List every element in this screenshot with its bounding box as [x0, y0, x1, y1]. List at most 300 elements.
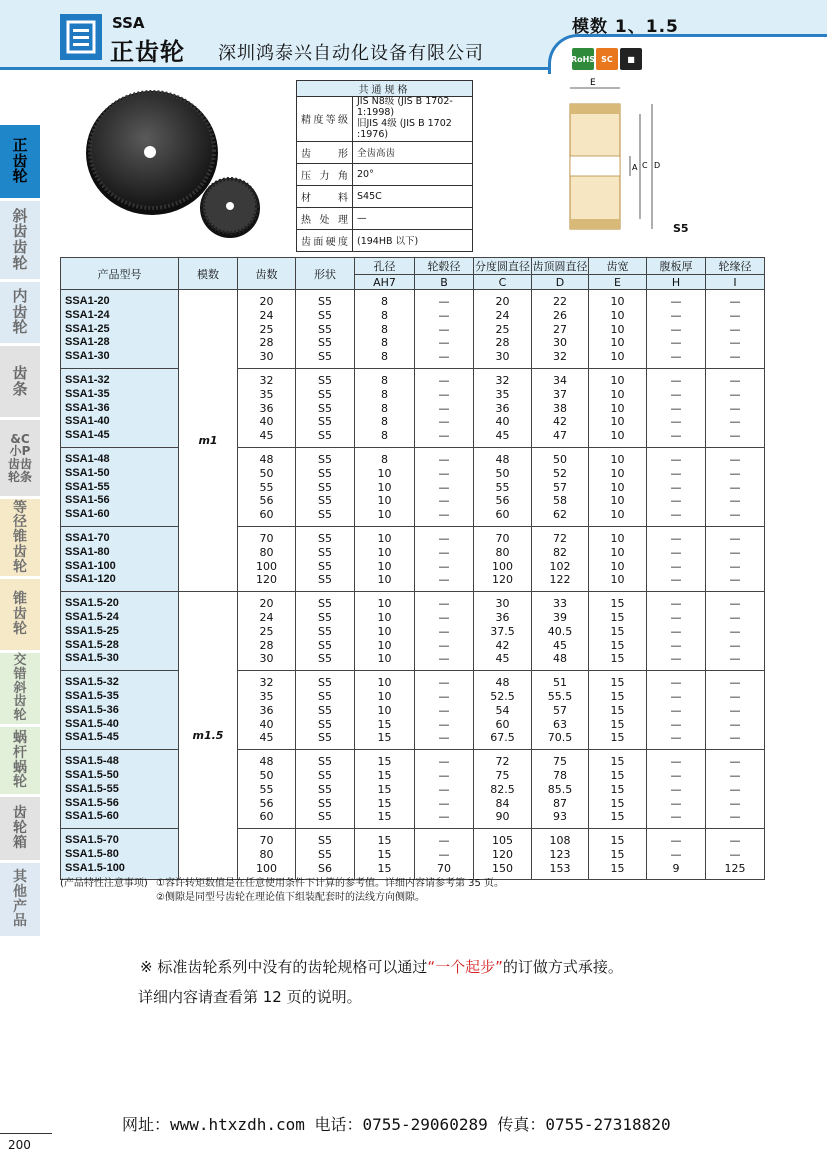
table-cell-value: 15 — [377, 834, 392, 848]
spec-value: 20° — [353, 163, 473, 185]
sidebar-item-label: 杆 — [13, 744, 27, 761]
table-cell-value: 15 — [610, 717, 625, 731]
sidebar-item-6[interactable] — [0, 579, 40, 653]
notes-label: (产品特性注意事项) — [60, 878, 148, 889]
table-cell — [355, 447, 415, 526]
spec-value-line: JIS N8级 (JIS B 1702-1:1998) — [357, 96, 453, 118]
table-cell-value: 45 — [495, 429, 510, 443]
col-bore-sub: AH7 — [355, 275, 415, 290]
sidebar-item-label: 轮条 — [7, 469, 32, 484]
table-cell-value: SSA1.5-45 — [65, 731, 119, 744]
table-cell-value: 25 — [259, 624, 274, 638]
table-cell-value: S5 — [318, 480, 332, 494]
table-cell-value: SSA1-60 — [65, 508, 110, 521]
table-cell — [532, 368, 589, 447]
table-cell — [706, 290, 765, 369]
table-cell-value: 8 — [381, 387, 388, 401]
stock-badge-icon: ■ — [620, 48, 642, 70]
table-row-group — [61, 526, 765, 591]
table-cell — [415, 750, 474, 829]
module-label: 模数 1、1.5 — [572, 17, 679, 37]
sidebar-item-label: 齿 — [12, 302, 28, 321]
table-cell-value: — — [729, 652, 741, 666]
table-cell-value: S5 — [318, 350, 332, 364]
table-cell — [355, 750, 415, 829]
table-cell — [238, 750, 296, 829]
table-cell-value: — — [729, 452, 741, 466]
table-cell — [61, 750, 179, 829]
table-cell-value: SSA1-35 — [65, 387, 110, 400]
table-cell-value: 10 — [377, 466, 392, 480]
table-cell-value: S5 — [318, 466, 332, 480]
spec-key: 热处理 — [297, 207, 353, 229]
table-cell-value: 58 — [553, 494, 567, 508]
sidebar-item-label: 齿 — [12, 222, 28, 241]
document-icon — [60, 14, 102, 60]
table-cell-value: 45 — [259, 429, 274, 443]
table-cell-value: — — [438, 480, 450, 494]
col-web-sub: H — [647, 275, 706, 290]
table-cell-value: 60 — [259, 508, 274, 522]
table-cell-value: SSA1-24 — [65, 308, 110, 321]
table-cell-value: 100 — [256, 861, 277, 875]
sidebar-item-7[interactable] — [0, 653, 40, 727]
table-cell — [238, 526, 296, 591]
table-cell-value: — — [729, 834, 741, 848]
company-name: 深圳鸿泰兴自动化设备有限公司 — [218, 43, 484, 64]
table-cell-value: — — [670, 494, 682, 508]
table-cell-value: 10 — [610, 336, 625, 350]
table-cell-value: 70.5 — [547, 731, 573, 745]
table-cell-value: — — [729, 466, 741, 480]
custom-order-text: ※ 标准齿轮系列中没有的齿轮规格可以通过 — [140, 958, 428, 976]
table-cell — [238, 829, 296, 880]
table-cell-value: 108 — [549, 834, 571, 848]
table-cell-value: — — [670, 573, 682, 587]
table-cell-value: S5 — [318, 573, 332, 587]
col-hub-sub: B — [415, 275, 474, 290]
table-cell — [647, 750, 706, 829]
table-cell-value: 56 — [259, 796, 274, 810]
table-cell — [296, 829, 355, 880]
table-cell-value: 78 — [553, 768, 567, 782]
table-cell-value: — — [729, 531, 741, 545]
table-cell-value: — — [438, 782, 450, 796]
table-cell — [238, 447, 296, 526]
sidebar-item-label: 斜 — [12, 206, 28, 225]
table-cell — [532, 526, 589, 591]
table-cell-value: S5 — [318, 689, 332, 703]
table-cell-value: 87 — [553, 796, 567, 810]
table-cell — [589, 526, 647, 591]
table-cell-value: 51 — [553, 676, 567, 690]
table-cell-value: — — [670, 717, 682, 731]
table-cell-value: 9 — [672, 861, 680, 875]
table-cell-value: 72 — [495, 755, 510, 769]
table-cell-value: 30 — [495, 597, 510, 611]
sidebar-item-label: 轮 — [13, 774, 27, 791]
table-cell-value: 15 — [610, 755, 625, 769]
table-cell-value: 50 — [553, 452, 567, 466]
table-cell-value: 8 — [381, 429, 388, 443]
table-cell-value: S5 — [318, 531, 332, 545]
spec-value: S45C — [353, 185, 473, 207]
table-cell-value: 25 — [495, 322, 510, 336]
table-cell-value: 32 — [553, 350, 567, 364]
table-cell-value: SSA1-70 — [65, 531, 110, 544]
table-cell-value: — — [438, 322, 450, 336]
spec-key: 压力角 — [297, 163, 353, 185]
sidebar-item-5[interactable] — [0, 499, 40, 579]
table-cell-value: 30 — [495, 350, 510, 364]
table-cell-value: 8 — [381, 336, 388, 350]
table-cell-value: — — [670, 638, 682, 652]
table-cell-value: — — [670, 676, 682, 690]
table-cell-value: 36 — [495, 610, 510, 624]
sidebar-item-10[interactable] — [0, 863, 40, 939]
table-cell-value: — — [438, 508, 450, 522]
table-cell-value: 55.5 — [547, 689, 573, 703]
sidebar-item-0[interactable] — [0, 125, 40, 201]
table-cell-value: SSA1-36 — [65, 401, 110, 414]
table-cell-value: 15 — [377, 810, 392, 824]
table-cell-value: 38 — [553, 401, 567, 415]
col-teeth: 齿数 — [238, 258, 296, 290]
module-cell: m1 — [179, 290, 238, 592]
table-cell-value: 48 — [495, 452, 510, 466]
module-cell: m1.5 — [179, 592, 238, 880]
table-cell-value: 120 — [256, 573, 277, 587]
table-cell — [296, 447, 355, 526]
table-cell-value: 80 — [259, 545, 274, 559]
sidebar-item-label: 齿 — [12, 363, 28, 382]
table-cell-value: — — [438, 610, 450, 624]
table-cell — [61, 671, 179, 750]
sidebar-item-9[interactable] — [0, 797, 40, 863]
table-cell-value: 54 — [495, 703, 510, 717]
table-cell — [474, 750, 532, 829]
table-cell-value: S5 — [318, 834, 332, 848]
table-cell — [296, 750, 355, 829]
table-cell-value: — — [438, 452, 450, 466]
table-cell-value: 48 — [259, 755, 274, 769]
table-cell-value: 15 — [610, 731, 625, 745]
table-cell-value: 62 — [553, 508, 567, 522]
table-cell — [706, 671, 765, 750]
table-cell-value: SSA1-56 — [65, 494, 110, 507]
table-cell-value: S5 — [318, 387, 332, 401]
table-cell-value: 24 — [259, 610, 274, 624]
table-cell-value: — — [670, 531, 682, 545]
table-cell-value: SSA1.5-40 — [65, 717, 119, 730]
table-cell-value: — — [729, 336, 741, 350]
col-module: 模数 — [179, 258, 238, 290]
table-cell — [474, 526, 532, 591]
table-cell-value: — — [438, 429, 450, 443]
table-cell-value: 57 — [553, 480, 567, 494]
sidebar-item-label: 径 — [13, 514, 27, 531]
table-cell-value: — — [670, 508, 682, 522]
table-cell-value: 82 — [553, 545, 567, 559]
table-cell-value: 60 — [259, 810, 274, 824]
table-cell — [296, 671, 355, 750]
table-cell — [532, 829, 589, 880]
sidebar-item-label: 小P — [9, 444, 31, 459]
table-cell — [532, 447, 589, 526]
table-cell-value: 40 — [259, 717, 274, 731]
table-cell — [647, 526, 706, 591]
table-cell-value: — — [729, 429, 741, 443]
table-cell-value: — — [670, 847, 682, 861]
table-cell-value: — — [438, 350, 450, 364]
sidebar-item-label: 轮 — [12, 318, 28, 337]
table-row-group — [61, 592, 765, 671]
table-cell-value: SSA1.5-80 — [65, 847, 119, 860]
table-cell-value: S5 — [318, 295, 332, 308]
table-cell-value: 35 — [495, 387, 510, 401]
table-cell-value: — — [729, 796, 741, 810]
table-cell-value: — — [438, 494, 450, 508]
table-cell — [415, 368, 474, 447]
table-cell — [647, 829, 706, 880]
table-cell-value: 125 — [724, 861, 746, 875]
col-pitch: 分度圆直径 — [474, 258, 532, 275]
sidebar-item-label: 品 — [13, 913, 27, 930]
table-cell-value: S5 — [318, 452, 332, 466]
table-cell-value: SSA1.5-36 — [65, 703, 119, 716]
table-cell-value: 10 — [610, 452, 625, 466]
table-cell-value: S5 — [318, 652, 332, 666]
note-line: ①容许转矩数值是在任意使用条件下计算的参考值。详细内容请参考第 35 页。 — [156, 878, 505, 889]
table-cell-value: S5 — [318, 494, 332, 508]
table-cell-value: 15 — [610, 768, 625, 782]
table-cell-value: SSA1-45 — [65, 429, 110, 442]
table-cell-value: — — [729, 717, 741, 731]
table-cell-value: 15 — [610, 834, 625, 848]
table-cell-value: — — [670, 689, 682, 703]
table-cell-value: — — [438, 545, 450, 559]
table-cell-value: 50 — [259, 768, 274, 782]
table-cell — [61, 592, 179, 671]
footer-contact: 网址：www.htxzdh.com 电话：0755-29060289 传真：0755-27318820 — [122, 1115, 671, 1134]
table-cell-value: — — [438, 308, 450, 322]
table-cell-value: 80 — [259, 847, 274, 861]
table-cell-value: 8 — [381, 295, 388, 308]
table-cell-value: — — [438, 755, 450, 769]
table-cell-value: SSA1-48 — [65, 452, 110, 465]
sidebar-item-3[interactable] — [0, 346, 40, 420]
table-cell — [474, 671, 532, 750]
table-cell — [647, 368, 706, 447]
col-tip: 齿顶圆直径 — [532, 258, 589, 275]
table-cell-value: 10 — [610, 387, 625, 401]
sidebar-item-label: 轮 — [12, 253, 28, 272]
table-cell-value: — — [670, 373, 682, 387]
page-number-divider — [0, 1133, 52, 1134]
table-cell-value: — — [670, 295, 682, 308]
table-cell-value: — — [670, 810, 682, 824]
sidebar-item-label: 锥 — [13, 529, 27, 546]
table-cell-value: SSA1.5-32 — [65, 676, 119, 689]
note-line: ②侧隙是同型号齿轮在理论值下组装配套时的法线方向侧隙。 — [156, 892, 425, 903]
table-cell-value: 10 — [377, 531, 392, 545]
table-cell — [61, 526, 179, 591]
sidebar-item-label: 正 — [12, 135, 28, 154]
sidebar-item-label: &C — [10, 431, 30, 446]
table-cell-value: SSA1.5-35 — [65, 689, 119, 702]
table-cell — [647, 447, 706, 526]
table-cell-value: 28 — [259, 638, 274, 652]
table-cell-value: S5 — [318, 717, 332, 731]
table-cell-value: 57 — [553, 703, 567, 717]
dim-a-label: A — [632, 163, 638, 172]
table-cell-value: — — [670, 545, 682, 559]
table-cell-value: 30 — [259, 652, 274, 666]
table-cell-value: 15 — [377, 755, 392, 769]
table-cell-value: S5 — [318, 322, 332, 336]
table-cell-value: 15 — [377, 861, 392, 875]
table-cell-value: 15 — [377, 847, 392, 861]
table-cell-value: — — [438, 597, 450, 611]
table-cell-value: SSA1.5-25 — [65, 624, 119, 637]
rohs-badge-icon: RoHS — [572, 48, 594, 70]
table-cell — [296, 526, 355, 591]
sidebar-item-label: 齿 — [13, 805, 27, 822]
sidebar-item-2[interactable] — [0, 282, 40, 346]
table-cell-value: 35 — [259, 387, 274, 401]
table-cell — [61, 447, 179, 526]
table-cell-value: — — [438, 847, 450, 861]
table-cell-value: — — [729, 494, 741, 508]
table-cell-value: — — [729, 322, 741, 336]
table-cell — [415, 829, 474, 880]
spec-key: 齿面硬度 — [297, 229, 353, 251]
table-cell-value: 15 — [377, 731, 392, 745]
dim-e-label: E — [590, 78, 596, 88]
spec-key: 材料 — [297, 185, 353, 207]
table-cell-value: S5 — [318, 796, 332, 810]
table-cell — [706, 368, 765, 447]
table-cell-value: — — [729, 782, 741, 796]
table-cell-value: 10 — [610, 545, 625, 559]
gear-cross-section-diagram — [560, 76, 700, 241]
table-cell-value: — — [670, 480, 682, 494]
table-cell-value: 28 — [495, 336, 510, 350]
table-cell-value: 8 — [381, 373, 388, 387]
table-cell-value: S5 — [318, 429, 332, 443]
sidebar-item-label: 轮 — [12, 167, 28, 186]
table-cell-value: 63 — [553, 717, 567, 731]
table-cell-value: S5 — [318, 676, 332, 690]
table-cell-value: 15 — [610, 624, 625, 638]
table-cell-value: 150 — [492, 861, 513, 875]
sidebar-item-8[interactable] — [0, 727, 40, 797]
table-cell-value: 10 — [377, 703, 392, 717]
table-cell-value: — — [670, 834, 682, 848]
common-spec-table — [296, 80, 473, 252]
table-cell-value: — — [670, 466, 682, 480]
table-cell-value: 10 — [377, 545, 392, 559]
table-cell-value: — — [729, 689, 741, 703]
table-cell-value: 25 — [259, 322, 274, 336]
table-cell-value: — — [438, 810, 450, 824]
table-row-group — [61, 290, 765, 369]
col-hub: 轮毂径 — [415, 258, 474, 275]
custom-order-text: 的订做方式承接。 — [502, 958, 623, 976]
shape-label: S5 — [673, 222, 689, 235]
sidebar-item-label: 齿 — [13, 694, 27, 710]
table-cell-value: — — [670, 652, 682, 666]
table-cell-value: 52.5 — [490, 689, 515, 703]
spec-value: 全齿高齿 — [353, 141, 473, 163]
table-row-group — [61, 447, 765, 526]
table-cell-value: — — [438, 401, 450, 415]
table-cell-value: S5 — [318, 415, 332, 429]
table-cell-value: SSA1.5-60 — [65, 810, 119, 823]
table-cell-value: 10 — [377, 494, 392, 508]
table-cell-value: 10 — [610, 480, 625, 494]
table-cell-value: 42 — [553, 415, 567, 429]
table-cell — [706, 447, 765, 526]
table-cell-value: 15 — [610, 703, 625, 717]
table-cell — [532, 290, 589, 369]
product-notes — [60, 877, 504, 905]
table-cell-value: 42 — [495, 638, 510, 652]
table-cell-value: 60 — [495, 717, 510, 731]
sidebar-item-label: 齿 — [13, 606, 27, 623]
table-cell-value: 67.5 — [490, 731, 515, 745]
table-cell-value: 45 — [259, 731, 274, 745]
table-cell-value: 15 — [610, 638, 625, 652]
table-cell-value: 72 — [553, 531, 567, 545]
table-cell-value: 10 — [610, 494, 625, 508]
table-cell-value: — — [438, 768, 450, 782]
sidebar-item-1[interactable] — [0, 201, 40, 282]
table-cell-value: S5 — [318, 597, 332, 611]
table-cell-value: 40 — [495, 415, 510, 429]
series-code: SSA — [112, 14, 145, 32]
table-cell — [355, 671, 415, 750]
table-cell-value: SSA1.5-70 — [65, 834, 119, 847]
sidebar-item-4[interactable] — [0, 420, 40, 499]
table-cell-value: 153 — [549, 861, 571, 875]
table-cell-value: — — [729, 559, 741, 573]
table-cell-value: 28 — [259, 336, 274, 350]
table-cell-value: 48 — [259, 452, 274, 466]
table-cell-value: 26 — [553, 308, 567, 322]
table-cell — [647, 671, 706, 750]
table-cell — [238, 368, 296, 447]
table-cell-value: 10 — [610, 415, 625, 429]
table-cell-value: 48 — [495, 676, 510, 690]
table-cell-value: S5 — [318, 810, 332, 824]
table-cell-value: 120 — [492, 573, 513, 587]
table-cell-value: — — [438, 295, 450, 308]
table-cell-value: 10 — [610, 429, 625, 443]
table-cell-value: SSA1-100 — [65, 559, 116, 572]
table-cell-value: 10 — [377, 676, 392, 690]
table-cell-value: 15 — [610, 861, 625, 875]
col-pitch-sub: C — [474, 275, 532, 290]
table-cell-value: 10 — [610, 466, 625, 480]
table-cell-value: 80 — [495, 545, 510, 559]
table-cell-value: — — [670, 401, 682, 415]
table-cell-value: 10 — [377, 597, 392, 611]
table-cell-value: 50 — [259, 466, 274, 480]
table-cell-value: — — [670, 703, 682, 717]
table-cell-value: — — [670, 350, 682, 364]
table-cell-value: — — [670, 731, 682, 745]
